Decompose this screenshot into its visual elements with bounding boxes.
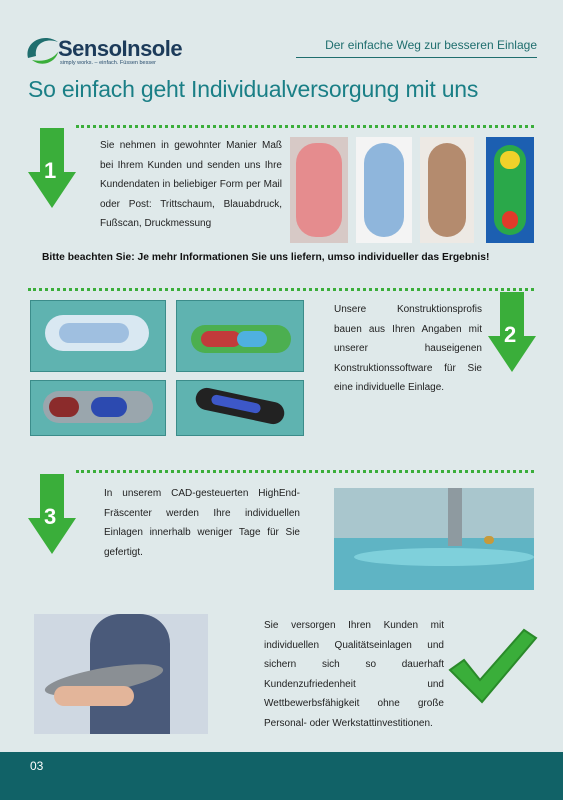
step-3-text: In unserem CAD-gesteuerten HighEnd-Fräscenter werden Ihre individuellen Einlagen innerhalb weniger Tage für Sie gefertigt.	[104, 488, 300, 558]
logo-tagline: simply works. – einfach. Füssen besser	[60, 60, 156, 66]
fussscan-image	[420, 137, 474, 243]
cad-screenshot-2	[176, 300, 304, 372]
page-number: 03	[30, 759, 44, 773]
logo-text: SensoInsole	[58, 36, 183, 61]
step-1-number: 1	[44, 158, 57, 183]
header-tagline: Der einfache Weg zur besseren Einlage	[325, 38, 537, 52]
trittschaum-image	[290, 137, 348, 243]
milling-machine-image	[334, 488, 534, 590]
druckmessung-image	[486, 137, 534, 243]
cad-screenshot-3	[30, 380, 166, 436]
hand-with-insole-image	[34, 614, 208, 734]
step-2-text: Unsere Konstruktionsprofis bauen aus Ihren Angaben mit unserer hauseigenen Konstruktionssoftware für Sie eine individuelle Einlage.	[334, 304, 482, 393]
checkmark-icon	[448, 626, 538, 706]
step-2-number: 2	[504, 322, 517, 347]
cad-screenshot-1	[30, 300, 166, 372]
step-3-number: 3	[44, 504, 57, 529]
cad-screenshot-4	[176, 380, 304, 436]
step-1-text: Sie nehmen in gewohnter Manier Maß bei Ihrem Kunden und senden uns Ihre Kundendaten in beliebiger Form per Mail oder Post: Trittschaum, Blauabdruck, Fußscan, Druckmessung	[100, 140, 282, 229]
step-3-divider	[76, 470, 534, 473]
step-1-divider	[76, 125, 534, 128]
header-divider	[296, 57, 537, 58]
final-text: Sie versorgen Ihren Kunden mit individuellen Qualitätseinlagen und sichern sich so dauerhaft Kundenzufriedenheit und Wettbewerbsfähigkeit ohne große Personal- oder Werkstattinvestitionen.	[264, 620, 444, 729]
step-2-divider	[28, 288, 534, 291]
blauabdruck-image	[356, 137, 412, 243]
footer-bar	[0, 752, 563, 800]
page-title: So einfach geht Individualversorgung mit uns	[28, 76, 479, 102]
notice-text: Bitte beachten Sie: Je mehr Informationen Sie uns liefern, umso individueller das Ergebnis!	[42, 252, 490, 263]
